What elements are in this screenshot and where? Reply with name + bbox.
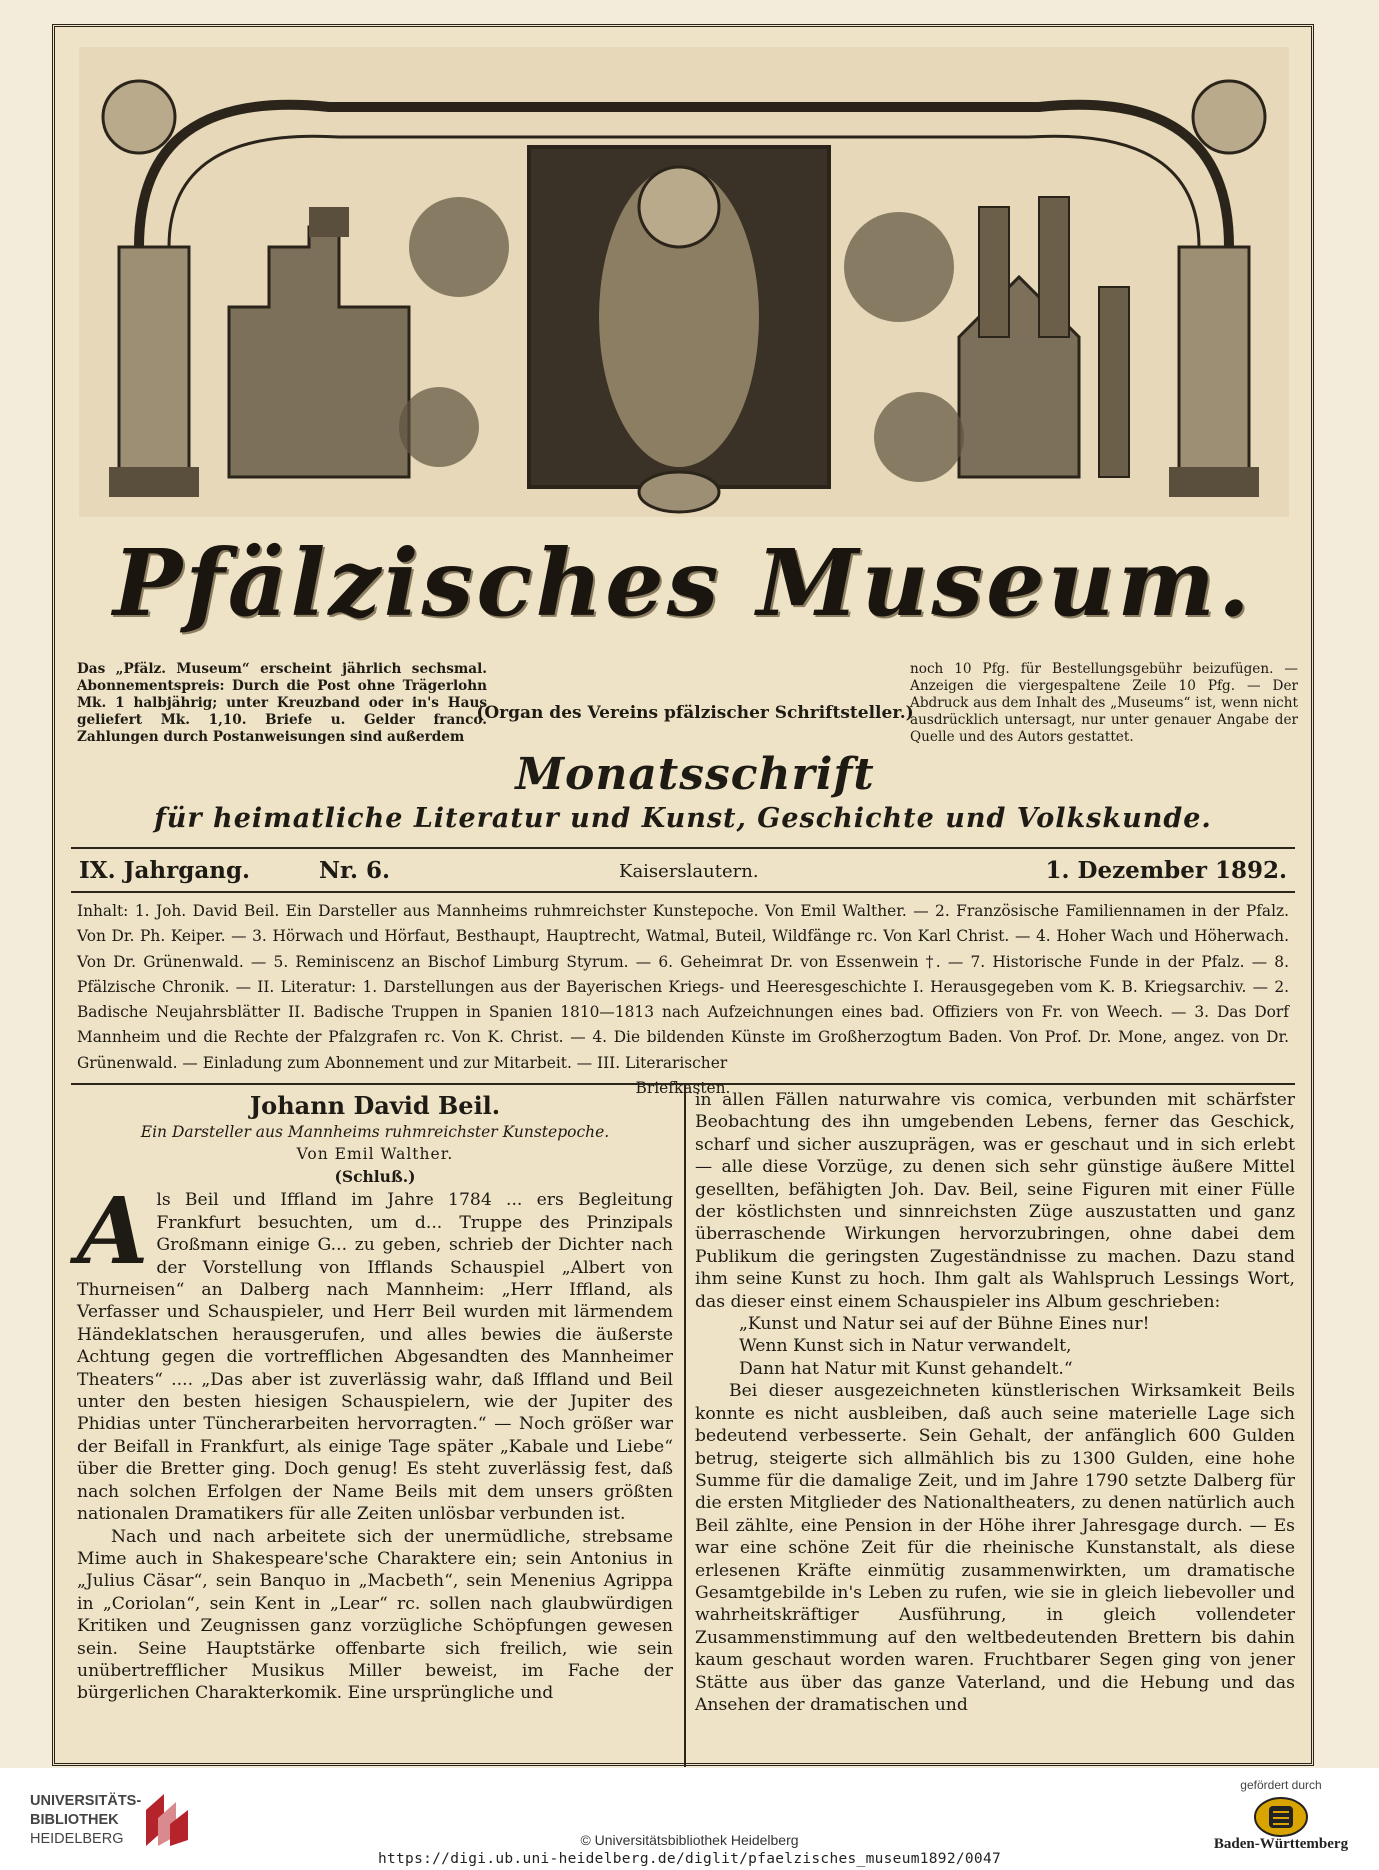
contents-text: Inhalt: 1. Joh. David Beil. Ein Darsteller aus Mannheims ruhmreichster Kunstepoche. Von Emil Walther. — 2. Französische Familiennamen in der Pfalz. Von Dr. Ph. Keiper. — 3. Hörwach und Hörfaut, Besthaupt, Hauptrecht, Watmal, Buteil, Wildfänge rc. Von Karl Christ. — 4. Hoher Wach und Höherwach. Von Dr. Grünenwald. — 5. Reminiscenz an Bischof Limburg Styrum. — 6. Geheimrat Dr. von Essenwein †. — 7. Historische Funde in der Pfalz. — 8. Pfälzische Chronik. — II. Literatur: 1. Darstellungen aus der Bayerischen Kriegs- und Heeresgeschichte I. Herausgegeben vom K. B. Kriegsarchiv. — 2. Badische Neujahrsblätter II. Badische Truppen in Spanien 1810—1813 nach Aufzeichnungen eines bad. Offiziers von Fr. von Weech. — 3. Das Dorf Mannheim und die Rechte der Pfalzgrafen rc. Von K. Christ. — 4. Die bildenden Künste im Großherzogtum Baden. Von Prof. Dr. Mone, angez. von Dr. Grünenwald. — Einladung zum Abonnement und zur Mitarbeit. — III. Literarischer [77, 902, 1289, 1072]
paragraph-text: ls Beil und Iffland im Jahre 1784 ... ers Begleitung Frankfurt besuchten, um d... Truppe des Prinzipals Großmann einige G... zu geben, schrieb der Dichter nach der Vorstellung von Ifflands Schauspiel „Albert von Thurneisen“ an Dalberg nach Mannheim: „Herr Iffland, als Verfasser und Schauspieler, und Herr Beil wurden mit lärmendem Händeklatschen herausgerufen, und alles bewies die äußerste Achtung gegen die vortrefflichen Abgesandten des Mannheimer Theaters“ .... „Das aber ist zuverlässig wahr, daß Iffland und Beil unter den besten hiesigen Schauspielern, wie der Jupiter des Phidias unter Tüncherarbeiten hervorragten.“ — Noch größer war der Beifall in Frankfurt, als einige Tage später „Kabale und Liebe“ über die Bretter ging. Doch genug! Es steht zuverlässig fest, daß nach solchen Erfolgen der Name Beils mit dem unsers größten nationalen Dramatikers für alle Zeiten unlösbar verbunden ist. [77, 1190, 673, 1525]
place: Kaiserslautern. [619, 861, 759, 882]
quote-line: Dann hat Natur mit Kunst gehandelt.“ [739, 1358, 1073, 1379]
article-title: Johann David Beil. [249, 1091, 501, 1120]
monatsschrift-heading: Monatsschrift [515, 749, 875, 800]
funded-by-label: gefördert durch [1240, 1778, 1322, 1792]
masthead-illustration [79, 47, 1289, 517]
funder-name: Baden-Württemberg [1213, 1836, 1349, 1852]
library-line: HEIDELBERG [30, 1831, 124, 1847]
subscription-note: Das „Pfälz. Museum“ erscheint jährlich sechsmal. Abonnementspreis: Durch die Post ohne Trägerlohn Mk. 1 halbjährig; unter Kreuzband oder in's Haus geliefert Mk. 1,10. Briefe u. Gelder franco. Zahlungen durch Postanweisungen sind außerdem [77, 661, 487, 745]
article-paragraph: in allen Fällen naturwahre vis comica, verbunden mit schärfster Beobachtung des ihn umgebenden Lebens, ferner das Geschick, scharf und sicher auszuprägen, was er geschaut und in sich erlebt — alle diese Vorzüge, zu denen sich sehr günstige äußere Mittel gesellten, befähigten Joh. Dav. Beil, seine Figuren mit einer Fülle der köstlichsten und sinnreichsten Züge auszustatten und ganz überraschende Wirkungen hervorzubringen, ohne dabei dem Publikum die geringsten Zugeständnisse zu machen. Dazu stand ihm seine Kunst zu hoch. Ihm galt als Wahlspruch Lessings Wort, das dieser einst einem Schauspieler ins Album geschrieben: [695, 1090, 1295, 1312]
divider [71, 891, 1295, 893]
funder-badge[interactable] [1211, 1778, 1351, 1853]
divider [71, 1083, 1295, 1085]
subtitle: für heimatliche Literatur und Kunst, Geschichte und Volkskunde. [154, 803, 1212, 834]
coat-of-arms-icon [1253, 1796, 1309, 1838]
issue-date: 1. Dezember 1892. [1045, 857, 1287, 884]
issue-line [79, 853, 1287, 889]
article-paragraph: Nach und nach arbeitete sich der unermüdliche, strebsame Mime auch in Shakespeare'sche Charaktere ein; sein Antonius in „Julius Cäsar“, sein Banquo in „Macbeth“, sein Menenius Agrippa in „Coriolan“, sein Kent in „Lear“ rc. sollen nach glaubwürdigen Kritiken und Zeugnissen ganz vorzügliche Schöpfungen gewesen sein. Seine Hauptstärke offenbarte sich freilich, wie sein unübertrefflicher Musikus Miller beweist, im Fache der bürgerlichen Charakterkomik. Eine ursprüngliche und [77, 1526, 673, 1704]
article-subtitle: Ein Darsteller aus Mannheims ruhmreichster Kunstepoche. [140, 1123, 610, 1142]
issue-number: Nr. 6. [319, 857, 391, 884]
column-divider [684, 1085, 686, 1767]
quote-line: Wenn Kunst sich in Natur verwandelt, [739, 1336, 1072, 1357]
dropcap: A [77, 1177, 149, 1286]
library-line: UNIVERSITÄTS- [30, 1793, 142, 1809]
organ-line: (Organ des Vereins pfälzischer Schriftsteller.) [476, 703, 914, 723]
volume: IX. Jahrgang. [79, 857, 251, 884]
newspaper-title: Pfälzisches Museum. [113, 529, 1253, 637]
library-logo[interactable] [30, 1782, 200, 1862]
article-paragraph: Bei dieser ausgezeichneten künstlerischen Wirksamkeit Beils konnte es nicht ausbleiben, daß auch seine materielle Lage sich bedeutend verbesserte. Sein Gehalt, der anfänglich 600 Gulden betrug, steigerte sich allmählich bis zu 1300 Gulden, eine hohe Summe für die damalige Zeit, und im Jahre 1790 setzte Dalberg für die ersten Mitglieder des Nationaltheaters, zu denen natürlich auch Beil zählte, eine Pension in der Höhe ihrer Jahresgage durch. — Es war eine schöne Zeit für die rheinische Kunstanstalt, als diese erlesenen Kräfte einmütig zusammenwirkten, um dramatische Gesamtgebilde in's Leben zu rufen, wie sie in gleich liebevoller und wahrheitskräftiger Ausführung, in gleich vollendeter Zusammenstimmung auf den weltbedeutenden Brettern bis dahin kaum geschaut worden waren. Fruchtbarer Segen ging von jener Stätte aus über das ganze Vaterland, und die Hebung und das Ansehen der dramatischen und [695, 1381, 1295, 1715]
article-continuation: (Schluß.) [334, 1167, 416, 1187]
article-byline: Von Emil Walther. [296, 1145, 454, 1164]
table-of-contents [77, 899, 1289, 1101]
quote-line: „Kunst und Natur sei auf der Bühne Eines nur! [739, 1314, 1150, 1335]
library-line: BIBLIOTHEK [30, 1812, 119, 1828]
article-column-left [77, 1089, 673, 1705]
newspaper-page [52, 24, 1314, 1766]
contents-last-line: Briefkasten. [635, 1079, 731, 1098]
permalink[interactable]: https://digi.ub.uni-heidelberg.de/diglit/pfaelzisches_museum1892/0047 [377, 1851, 1002, 1867]
copyright-notice: © Universitätsbibliothek Heidelberg [580, 1832, 799, 1848]
digitization-footer [0, 1768, 1379, 1870]
divider [71, 847, 1295, 849]
article-column-right [695, 1089, 1295, 1716]
advertising-note: noch 10 Pfg. für Bestellungsgebühr beizufügen. — Anzeigen die viergespaltene Zeile 10 Pfg. — Der Abdruck aus dem Inhalt des „Museums“ ist, wenn nicht ausdrücklich untersagt, nur unter genauer Angabe der Quelle und des Autors gestattet. [910, 661, 1298, 745]
